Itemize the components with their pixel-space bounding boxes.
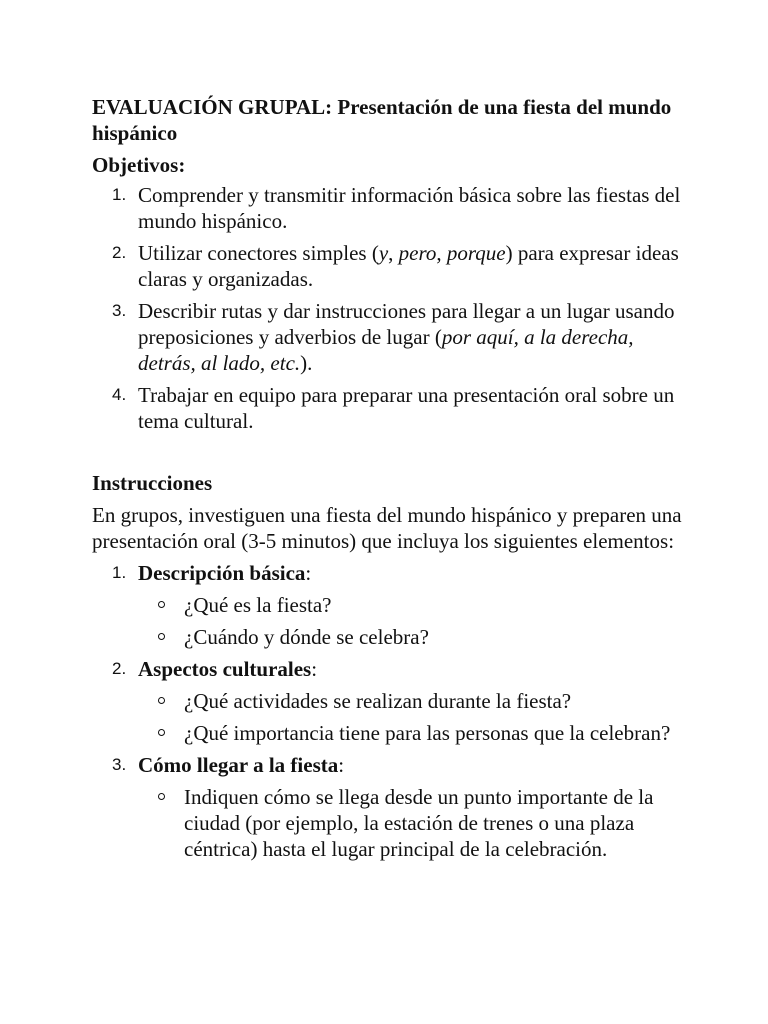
list-number: 2.: [112, 243, 127, 262]
objective-text: [138, 299, 674, 375]
sections-list: [92, 560, 692, 862]
italic-term: y: [378, 241, 389, 265]
item-text: ¿Qué es la fiesta?: [184, 593, 332, 617]
bullet-icon: [158, 601, 165, 608]
objective-text: Trabajar en equipo para preparar una presentación oral sobre un tema cultural.: [138, 383, 675, 433]
list-number: 1.: [112, 563, 127, 582]
document-title: EVALUACIÓN GRUPAL: Presentación de una fiesta del mundo hispánico: [92, 95, 672, 145]
objective-item: [92, 240, 692, 292]
section-colon: :: [311, 657, 318, 681]
document-body: [92, 94, 692, 868]
section-title: Aspectos culturales: [138, 657, 312, 681]
section-colon: :: [305, 561, 312, 585]
text-segment: Describir rutas y dar instrucciones para llegar a un lugar usando preposiciones y adverbios de lugar (: [138, 299, 675, 349]
item-text: ¿Qué importancia tiene para las personas que la celebran?: [184, 721, 671, 745]
sub-list: [138, 592, 692, 650]
item-text: Indiquen cómo se llega desde un punto importante de la ciudad (por ejemplo, la estación de trenes o una plaza céntrica) hasta el lugar principal de la celebración.: [184, 785, 654, 861]
objectives-heading: Objetivos:: [92, 153, 186, 177]
text-segment: ) para expresar ideas claras y organizadas.: [138, 241, 679, 291]
section-item: [92, 656, 692, 746]
instructions-heading: Instrucciones: [92, 471, 213, 495]
text-segment: Utilizar conectores simples (: [138, 241, 379, 265]
bullet-icon: [158, 697, 165, 704]
list-item: [138, 720, 692, 746]
bullet-icon: [158, 633, 165, 640]
text-segment: ,: [436, 241, 447, 265]
list-item: [138, 784, 692, 862]
section-item: [92, 560, 692, 650]
sub-list: [138, 688, 692, 746]
bullet-icon: [158, 729, 165, 736]
italic-term: porque: [446, 241, 506, 265]
italic-term: por aquí, a la derecha, detrás, al lado, etc.: [138, 325, 634, 375]
list-item: [138, 592, 692, 618]
list-number: 2.: [112, 659, 127, 678]
objective-item: [92, 182, 692, 234]
item-text: ¿Cuándo y dónde se celebra?: [184, 625, 429, 649]
objective-text: Comprender y transmitir información básica sobre las fiestas del mundo hispánico.: [138, 183, 681, 233]
list-item: [138, 688, 692, 714]
instructions-intro: En grupos, investiguen una fiesta del mundo hispánico y preparen una presentación oral (3-5 minutos) que incluya los siguientes elementos:: [92, 503, 682, 553]
item-text: ¿Qué actividades se realizan durante la fiesta?: [184, 689, 572, 713]
section-item: [92, 752, 692, 862]
sub-list: [138, 784, 692, 862]
list-number: 3.: [112, 301, 127, 320]
objective-text: [138, 241, 679, 291]
objective-item: [92, 298, 692, 376]
section-colon: :: [338, 753, 345, 777]
section-title: Cómo llegar a la fiesta: [138, 753, 339, 777]
objective-item: [92, 382, 692, 434]
list-number: 4.: [112, 385, 127, 404]
italic-term: pero: [398, 241, 437, 265]
objectives-list: [92, 182, 692, 434]
list-number: 3.: [112, 755, 127, 774]
list-item: [138, 624, 692, 650]
text-segment: ).: [300, 351, 313, 375]
section-title: Descripción básica: [138, 561, 306, 585]
bullet-icon: [158, 793, 165, 800]
list-number: 1.: [112, 185, 127, 204]
text-segment: ,: [388, 241, 399, 265]
